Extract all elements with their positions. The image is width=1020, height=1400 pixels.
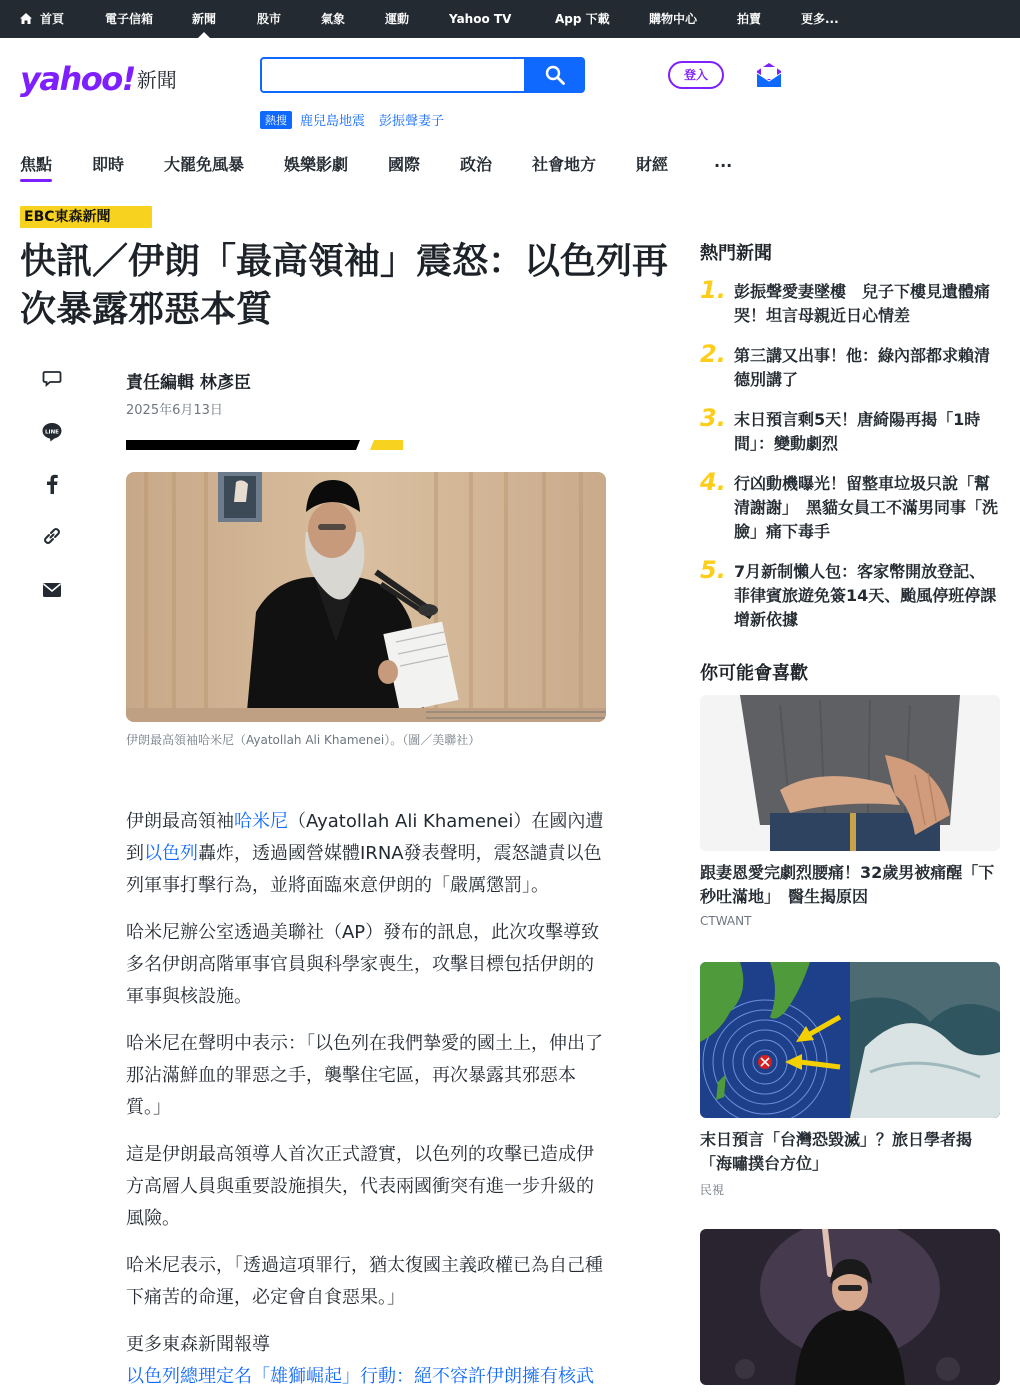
section-nav [0, 150, 1020, 186]
topbar-item-shopping[interactable]: 購物中心 [649, 12, 698, 26]
card-title: 末日預言「台灣恐毀滅」？旅日學者揭「海嘯撲台方位」 [700, 1130, 973, 1173]
rank-number: 4. [700, 468, 726, 496]
article-paragraph: 哈米尼辦公室透過美聯社（AP）發布的訊息，此次攻擊導致多名伊朗高階軍事官員與科學家喪生，攻擊目標包括伊朗的軍事與核設施。 [126, 922, 600, 1007]
logo-section: 新聞 [136, 68, 177, 92]
share-facebook-button[interactable] [40, 472, 64, 496]
top-navigation-bar [0, 0, 1020, 38]
photo-concert [700, 1229, 1000, 1385]
share-email-button[interactable] [40, 578, 64, 602]
search-icon [545, 65, 565, 85]
trending-searches [260, 110, 450, 130]
source-divider [126, 440, 406, 450]
recommend-heading: 你可能會喜歡 [700, 663, 808, 684]
hot-news-title: 7月新制懶人包：客家幣開放登記、菲律賓旅遊免簽14天、颱風停班停課增新依據 [734, 562, 997, 629]
trending-tag: 熱搜 [260, 111, 292, 129]
card-image [700, 962, 1000, 1118]
line-icon [41, 421, 63, 443]
hot-news-heading: 熱門新聞 [700, 243, 772, 264]
topbar-item-more[interactable]: 更多... [801, 12, 839, 26]
article-photo[interactable] [126, 472, 606, 722]
topbar-item-stock[interactable]: 股市 [257, 12, 282, 26]
topbar-item-app[interactable]: App 下載 [555, 12, 610, 26]
recommend-card[interactable] [700, 1229, 1000, 1395]
svg-text:LINE: LINE [45, 429, 59, 436]
search-input[interactable] [260, 57, 526, 93]
yahoo-news-logo[interactable] [20, 60, 177, 96]
topbar-item-weather[interactable]: 氣象 [321, 12, 346, 26]
topbar-item-label: 首頁 [40, 12, 65, 26]
nav-tab-latest[interactable]: 即時 [92, 155, 125, 174]
share-line-button[interactable] [40, 420, 64, 444]
photo-tsunami-map [700, 962, 1000, 1118]
article-paragraph: 哈米尼在聲明中表示：「以色列在我們摯愛的國土上，伸出了那沾滿鮮血的罪惡之手，襲擊住宅區，再次暴露其邪惡本質。」 [126, 1033, 603, 1118]
article-author: 責任編輯 林彥臣 [126, 373, 251, 393]
search-bar [260, 57, 585, 93]
topbar-item-mail[interactable]: 電子信箱 [105, 12, 154, 26]
recommend-card[interactable] [700, 962, 1000, 1198]
tag-link-khamenei[interactable]: 哈米尼 [234, 811, 288, 832]
login-button[interactable]: 登入 [668, 61, 724, 89]
topbar-item-sports[interactable]: 運動 [385, 12, 410, 26]
mail-button[interactable] [756, 62, 782, 92]
topbar-item-home[interactable] [20, 0, 64, 38]
nav-tab-more[interactable]: ... [714, 152, 733, 171]
facebook-icon [46, 474, 58, 494]
logo-text: yahoo! [20, 60, 135, 98]
home-icon [20, 13, 32, 24]
recommend-card[interactable] [700, 695, 1000, 928]
nav-tab-international[interactable]: 國際 [388, 155, 421, 174]
email-icon [42, 582, 62, 598]
article-paragraph: 伊朗最高領袖哈米尼（Ayatollah Ali Khamenei）在國內遭到以色列轟炸，透過國營媒體IRNA發表聲明，震怒譴責以色列軍事打擊行為，並將面臨來意伊朗的「嚴厲懲罰」。 [126, 811, 604, 896]
topbar-item-tv[interactable]: Yahoo TV [449, 12, 512, 26]
source-name: EBC東森新聞 [24, 209, 111, 225]
rank-number: 2. [700, 340, 726, 368]
trending-link[interactable]: 鹿兒島地震 [300, 114, 366, 129]
more-news-heading: 更多東森新聞報導 [126, 1334, 270, 1355]
photo-khamenei [126, 472, 606, 722]
nav-tab-recall[interactable]: 大罷免風暴 [164, 155, 245, 174]
tag-link-israel[interactable]: 以色列 [144, 843, 198, 864]
hot-news-title: 彭振聲愛妻墜樓 兒子下樓見遺體痛哭！坦言母親近日心情差 [734, 282, 991, 325]
article-title: 快訊／伊朗「最高領袖」震怒：以色列再次暴露邪惡本質 [20, 241, 669, 330]
source-logo[interactable] [20, 206, 152, 228]
nav-tab-entertainment[interactable]: 娛樂影劇 [284, 155, 349, 174]
rank-number: 5. [700, 556, 726, 584]
photo-stomach-pain [700, 695, 1000, 851]
topbar-item-news[interactable]: 新聞 [192, 0, 216, 38]
hot-news-title: 行凶動機曝光！留整車垃圾只說「幫清謝謝」 黑貓女員工不滿男同事「洗臉」痛下毒手 [734, 474, 999, 541]
photo-caption: 伊朗最高領袖哈米尼（Ayatollah Ali Khamenei）。（圖／美聯社） [126, 733, 481, 747]
rank-number: 1. [700, 276, 726, 304]
article-date: 2025年6月13日 [126, 403, 223, 418]
card-title: 跟妻恩愛完劇烈腰痛！32歲男被痛醒「下秒吐滿地」 醫生揭原因 [700, 863, 995, 906]
copy-link-button[interactable] [40, 524, 64, 548]
nav-tab-politics[interactable]: 政治 [460, 155, 493, 174]
topbar-item-auction[interactable]: 拍賣 [737, 12, 762, 26]
article-paragraph: 哈米尼表示，「透過這項罪行，猶太復國主義政權已為自己種下痛苦的命運，必定會自食惡果。」 [126, 1255, 603, 1308]
search-button[interactable] [525, 57, 585, 93]
card-source: 民視 [700, 1183, 725, 1197]
rank-number: 3. [700, 404, 726, 432]
card-image [700, 1229, 1000, 1385]
nav-tab-society[interactable]: 社會地方 [532, 155, 597, 174]
link-icon [41, 525, 63, 547]
article-body [126, 806, 606, 1393]
card-source: CTWANT [700, 914, 752, 928]
nav-tab-focus[interactable]: 焦點 [20, 152, 52, 175]
mail-icon [756, 62, 782, 88]
related-article-link[interactable]: 以色列總理定名「雄獅崛起」行動：絕不容許伊朗擁有核武 [126, 1366, 594, 1387]
nav-tab-finance[interactable]: 財經 [636, 155, 669, 174]
comment-icon [42, 370, 62, 388]
trending-link[interactable]: 彭振聲妻子 [379, 114, 445, 129]
hot-news-title: 第三講又出事！他：綠內部都求賴清德別講了 [734, 346, 991, 389]
card-image [700, 695, 1000, 851]
hot-news-title: 末日預言剩5天！唐綺陽再揭「1時間」：變動劇烈 [734, 410, 981, 453]
comment-button[interactable] [40, 367, 64, 391]
article-paragraph: 這是伊朗最高領導人首次正式證實，以色列的攻擊已造成伊方高層人員與重要設施損失，代表兩國衝突有進一步升級的風險。 [126, 1144, 594, 1229]
